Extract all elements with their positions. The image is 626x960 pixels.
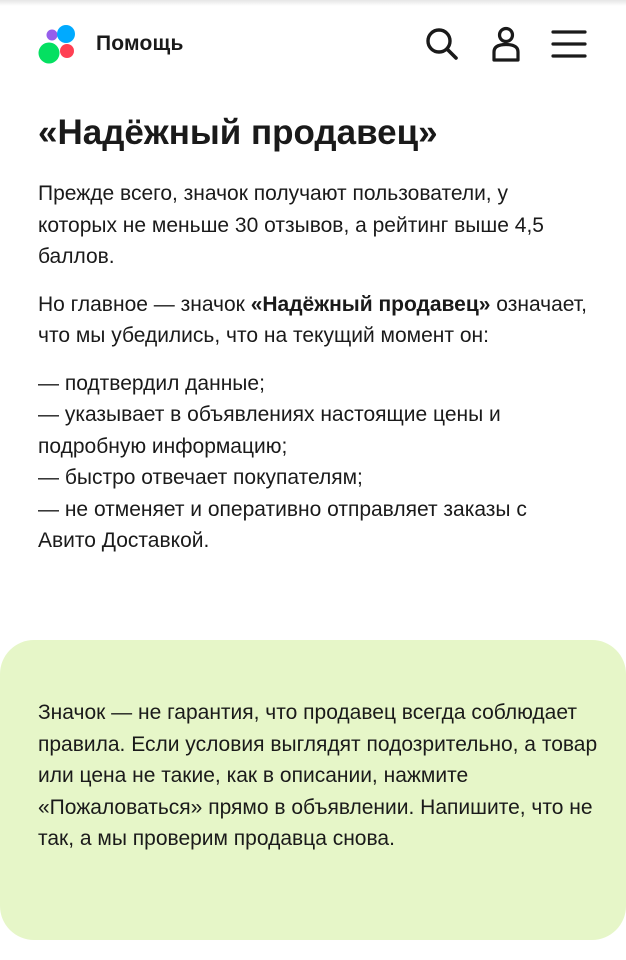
page-title: «Надёжный продавец»	[38, 113, 438, 152]
meaning-text-start: Но главное — значок	[38, 292, 251, 316]
warning-callout	[0, 640, 626, 940]
search-icon[interactable]	[424, 26, 460, 62]
list-item: — быстро отвечает покупателям;	[38, 466, 363, 489]
meaning-text-end: означает, что мы убедились, что на текущий момент он:	[38, 292, 587, 347]
list-item: — подтвердил данные;	[38, 371, 265, 395]
site-header	[0, 0, 626, 90]
callout-text: Значок — не гарантия, что продавец всегда соблюдает правила. Если условия выглядят подозрительно, а товар или цена не такие, как в описании, нажмите «Пожаловаться» прямо в объявлении. Напишите, что не так, а мы проверим продавца снова.	[38, 701, 598, 850]
help-brand-label[interactable]: Помощь	[96, 32, 184, 55]
meaning-paragraph	[38, 289, 588, 352]
list-item: — не отменяет и оперативно отправляет заказы с Авито Доставкой.	[38, 497, 527, 552]
menu-icon[interactable]	[551, 26, 587, 62]
requirements-list	[38, 368, 588, 557]
article-content	[38, 110, 588, 557]
list-item: — указывает в объявлениях настоящие цены и подробную информацию;	[38, 403, 501, 458]
avito-logo-icon[interactable]	[38, 24, 78, 64]
badge-name-bold: «Надёжный продавец»	[250, 292, 491, 316]
profile-icon[interactable]	[488, 26, 524, 62]
criteria-paragraph: Прежде всего, значок получают пользователи, у которых не меньше 30 отзывов, а рейтинг выше 4,5 баллов.	[38, 182, 544, 268]
